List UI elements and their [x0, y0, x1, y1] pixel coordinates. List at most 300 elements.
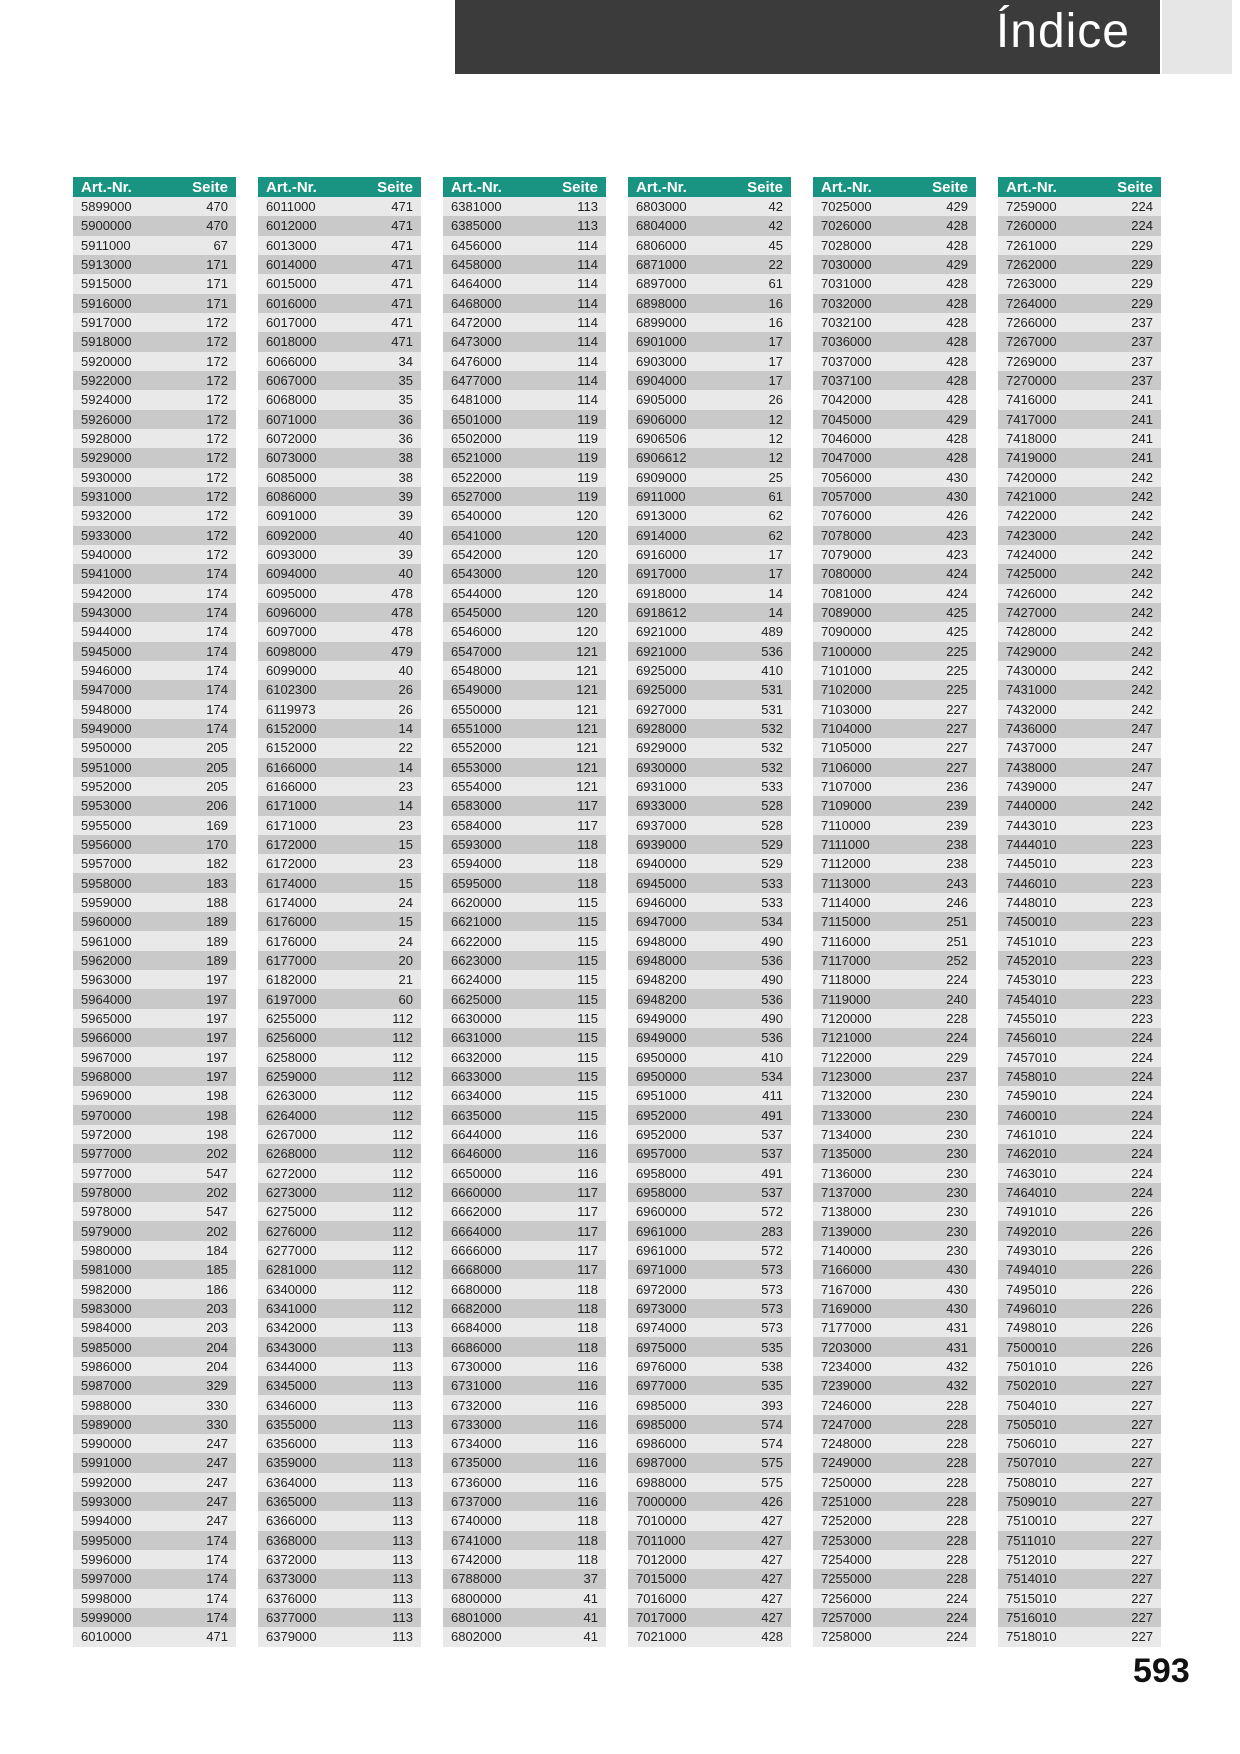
table-row	[258, 1028, 421, 1047]
table-row	[628, 1569, 791, 1588]
seite-cell: 538	[761, 1358, 783, 1374]
seite-cell: 203	[206, 1320, 228, 1336]
seite-cell: 113	[392, 1571, 413, 1587]
art-nr-cell: 7267000	[1006, 334, 1057, 350]
seite-cell: 535	[761, 1378, 783, 1394]
table-row	[813, 371, 976, 390]
art-nr-cell: 6594000	[451, 856, 502, 872]
seite-cell: 36	[398, 411, 413, 427]
index-column-3	[443, 177, 606, 1647]
art-nr-cell: 7429000	[1006, 643, 1057, 659]
art-nr-cell: 6545000	[451, 605, 502, 621]
table-row	[258, 1279, 421, 1298]
art-nr-cell: 6527000	[451, 489, 502, 505]
table-row	[258, 970, 421, 989]
art-nr-cell: 6258000	[266, 1049, 317, 1065]
table-row	[628, 1511, 791, 1530]
table-row	[628, 642, 791, 661]
seite-cell: 227	[1131, 1552, 1153, 1568]
table-row	[443, 873, 606, 892]
art-nr-cell: 7133000	[821, 1107, 872, 1123]
table-row	[813, 758, 976, 777]
art-nr-cell: 5999000	[81, 1610, 132, 1626]
seite-cell: 247	[206, 1494, 228, 1510]
seite-cell: 116	[577, 1358, 598, 1374]
seite-cell: 115	[577, 952, 598, 968]
seite-cell: 114	[577, 257, 598, 273]
art-nr-cell: 6736000	[451, 1474, 502, 1490]
table-row	[998, 873, 1161, 892]
seite-cell: 40	[398, 527, 413, 543]
table-row	[628, 352, 791, 371]
table-row	[998, 236, 1161, 255]
table-row	[443, 294, 606, 313]
art-nr-cell: 5960000	[81, 914, 132, 930]
art-nr-cell: 6477000	[451, 373, 502, 389]
table-row	[443, 1241, 606, 1260]
table-row	[628, 1627, 791, 1646]
seite-cell: 226	[1131, 1281, 1153, 1297]
art-nr-cell: 6940000	[636, 856, 687, 872]
table-row	[813, 989, 976, 1008]
table-row	[998, 216, 1161, 235]
seite-cell: 171	[206, 257, 228, 273]
art-nr-cell: 6985000	[636, 1416, 687, 1432]
seite-cell: 202	[206, 1146, 228, 1162]
table-row	[73, 700, 236, 719]
art-nr-cell: 6501000	[451, 411, 502, 427]
art-nr-cell: 7081000	[821, 585, 872, 601]
art-nr-cell: 7432000	[1006, 701, 1057, 717]
art-nr-cell: 5992000	[81, 1474, 132, 1490]
art-nr-cell: 6631000	[451, 1030, 502, 1046]
art-nr-cell: 7494010	[1006, 1262, 1057, 1278]
art-nr-cell: 6014000	[266, 257, 317, 273]
art-nr-cell: 6343000	[266, 1339, 317, 1355]
table-row	[443, 410, 606, 429]
art-nr-cell: 6174000	[266, 894, 317, 910]
seite-cell: 112	[392, 1300, 413, 1316]
seite-cell: 575	[761, 1455, 783, 1471]
art-nr-cell: 6664000	[451, 1223, 502, 1239]
seite-cell: 34	[398, 353, 413, 369]
table-row	[73, 1357, 236, 1376]
art-nr-cell: 6952000	[636, 1126, 687, 1142]
table-row	[73, 796, 236, 815]
art-nr-cell: 6917000	[636, 566, 687, 582]
table-row	[443, 661, 606, 680]
art-nr-cell: 6806000	[636, 237, 687, 253]
seite-cell: 172	[206, 469, 228, 485]
art-nr-cell: 5900000	[81, 218, 132, 234]
table-row	[628, 700, 791, 719]
table-row	[998, 1589, 1161, 1608]
table-row	[628, 738, 791, 757]
seite-cell: 228	[946, 1532, 968, 1548]
table-row	[813, 448, 976, 467]
seite-cell: 41	[583, 1590, 598, 1606]
table-row	[73, 1105, 236, 1124]
table-row	[628, 429, 791, 448]
art-nr-cell: 7028000	[821, 237, 872, 253]
seite-cell: 242	[1131, 566, 1153, 582]
seite-cell: 117	[577, 1223, 598, 1239]
seite-cell: 197	[206, 1030, 228, 1046]
seite-cell: 17	[768, 373, 783, 389]
seite-cell: 479	[391, 643, 413, 659]
seite-cell: 115	[577, 894, 598, 910]
table-row	[443, 796, 606, 815]
table-row	[258, 1531, 421, 1550]
seite-cell: 205	[206, 779, 228, 794]
table-row	[73, 912, 236, 931]
seite-cell: 573	[761, 1281, 783, 1297]
seite-cell: 430	[946, 1281, 968, 1297]
header-tab	[1162, 0, 1232, 74]
seite-cell: 573	[761, 1262, 783, 1278]
table-row	[813, 1260, 976, 1279]
table-row	[628, 1318, 791, 1337]
table-row	[73, 719, 236, 738]
art-nr-cell: 7047000	[821, 450, 872, 466]
seite-cell: 224	[1131, 1184, 1153, 1200]
seite-cell: 247	[1131, 779, 1153, 794]
table-row	[258, 1086, 421, 1105]
art-nr-cell: 6958000	[636, 1184, 687, 1200]
art-nr-cell: 6951000	[636, 1088, 687, 1104]
table-row	[998, 1241, 1161, 1260]
seite-cell: 547	[206, 1204, 228, 1220]
art-nr-cell: 6550000	[451, 701, 502, 717]
seite-cell: 172	[206, 527, 228, 543]
table-row	[258, 487, 421, 506]
table-row	[998, 1047, 1161, 1066]
table-row	[73, 371, 236, 390]
art-nr-cell: 6625000	[451, 991, 502, 1007]
table-row	[443, 758, 606, 777]
art-nr-cell: 7177000	[821, 1320, 872, 1336]
art-nr-cell: 6015000	[266, 276, 317, 292]
seite-cell: 113	[392, 1436, 413, 1452]
table-row	[813, 1202, 976, 1221]
table-row	[628, 274, 791, 293]
seite-cell: 228	[946, 1455, 968, 1471]
art-nr-cell: 7456010	[1006, 1030, 1057, 1046]
art-nr-cell: 6011000	[266, 199, 316, 215]
table-row	[258, 893, 421, 912]
art-nr-cell: 6621000	[451, 914, 502, 930]
art-nr-cell: 6381000	[451, 199, 502, 215]
art-nr-cell: 7459010	[1006, 1088, 1057, 1104]
table-row	[258, 313, 421, 332]
table-row	[998, 390, 1161, 409]
seite-cell: 112	[392, 1146, 413, 1162]
seite-header: Seite	[1117, 178, 1153, 196]
art-nr-cell: 6176000	[266, 914, 317, 930]
table-row	[73, 603, 236, 622]
table-row	[73, 661, 236, 680]
table-row	[443, 584, 606, 603]
seite-cell: 205	[206, 759, 228, 775]
art-nr-cell: 6379000	[266, 1629, 317, 1645]
seite-cell: 529	[761, 836, 783, 852]
table-row	[73, 564, 236, 583]
table-row	[813, 796, 976, 815]
table-row	[628, 1279, 791, 1298]
art-nr-cell: 7516010	[1006, 1610, 1057, 1626]
art-nr-cell: 6066000	[266, 353, 317, 369]
table-row	[73, 1009, 236, 1028]
table-row	[813, 700, 976, 719]
table-row	[258, 390, 421, 409]
table-row	[443, 429, 606, 448]
art-nr-cell: 7258000	[821, 1629, 872, 1645]
table-row	[813, 931, 976, 950]
art-nr-cell: 6734000	[451, 1436, 502, 1452]
art-nr-cell: 7430000	[1006, 663, 1057, 679]
table-row	[258, 854, 421, 873]
seite-cell: 535	[761, 1339, 783, 1355]
seite-cell: 118	[577, 1513, 598, 1529]
seite-cell: 22	[768, 257, 783, 273]
art-nr-header: Art.-Nr.	[1006, 178, 1057, 196]
table-row	[73, 816, 236, 835]
art-nr-cell: 7423000	[1006, 527, 1057, 543]
art-nr-cell: 6256000	[266, 1030, 317, 1046]
table-row	[73, 487, 236, 506]
art-nr-cell: 7262000	[1006, 257, 1057, 273]
seite-cell: 227	[1131, 1571, 1153, 1587]
art-nr-cell: 6737000	[451, 1494, 502, 1510]
seite-cell: 471	[391, 257, 413, 273]
seite-cell: 112	[392, 1088, 413, 1104]
table-row	[628, 680, 791, 699]
seite-cell: 36	[398, 431, 413, 447]
table-row	[998, 719, 1161, 738]
art-nr-cell: 7114000	[821, 894, 871, 910]
art-nr-cell: 7111000	[821, 836, 870, 852]
seite-header: Seite	[747, 178, 783, 196]
table-row	[813, 410, 976, 429]
seite-cell: 223	[1131, 914, 1153, 930]
seite-cell: 24	[398, 933, 413, 949]
seite-cell: 430	[946, 1262, 968, 1278]
table-row	[813, 506, 976, 525]
art-nr-cell: 6906000	[636, 411, 687, 427]
seite-cell: 23	[398, 817, 413, 833]
seite-cell: 230	[946, 1126, 968, 1142]
seite-cell: 247	[206, 1474, 228, 1490]
art-nr-cell: 6960000	[636, 1204, 687, 1220]
seite-cell: 40	[398, 663, 413, 679]
table-row	[73, 1221, 236, 1240]
table-row	[813, 1337, 976, 1356]
seite-cell: 121	[576, 721, 598, 737]
seite-cell: 227	[1131, 1532, 1153, 1548]
table-row	[813, 738, 976, 757]
table-row	[998, 1357, 1161, 1376]
seite-cell: 112	[392, 1262, 413, 1278]
seite-header: Seite	[932, 178, 968, 196]
art-nr-cell: 7426000	[1006, 585, 1057, 601]
seite-cell: 174	[206, 721, 228, 737]
table-row	[258, 931, 421, 950]
seite-cell: 113	[392, 1610, 413, 1626]
seite-cell: 121	[576, 759, 598, 775]
seite-cell: 228	[946, 1436, 968, 1452]
table-row	[443, 1608, 606, 1627]
table-row	[628, 236, 791, 255]
art-nr-cell: 7036000	[821, 334, 872, 350]
art-nr-cell: 6073000	[266, 450, 317, 466]
art-nr-cell: 6553000	[451, 759, 502, 775]
seite-cell: 247	[1131, 721, 1153, 737]
seite-cell: 117	[577, 1242, 598, 1258]
table-row	[73, 1163, 236, 1182]
seite-cell: 112	[392, 1107, 413, 1123]
art-nr-cell: 5917000	[81, 315, 132, 331]
seite-cell: 118	[577, 875, 598, 891]
table-row	[258, 506, 421, 525]
seite-cell: 224	[1131, 1088, 1153, 1104]
art-nr-cell: 6901000	[636, 334, 687, 350]
table-row	[998, 1067, 1161, 1086]
table-row	[998, 1163, 1161, 1182]
table-row	[813, 893, 976, 912]
seite-cell: 112	[392, 1068, 413, 1084]
art-nr-cell: 7140000	[821, 1242, 872, 1258]
art-nr-cell: 6624000	[451, 972, 502, 988]
art-nr-cell: 6355000	[266, 1416, 317, 1432]
table-row	[443, 1125, 606, 1144]
seite-cell: 239	[946, 798, 968, 814]
table-row	[73, 1144, 236, 1163]
table-row	[258, 1337, 421, 1356]
seite-cell: 45	[768, 237, 783, 253]
table-row	[73, 332, 236, 351]
table-row	[443, 680, 606, 699]
table-row	[73, 545, 236, 564]
table-row	[258, 622, 421, 641]
table-row	[73, 1453, 236, 1472]
table-row	[998, 931, 1161, 950]
table-row	[813, 873, 976, 892]
seite-cell: 174	[206, 1571, 228, 1587]
seite-cell: 172	[206, 489, 228, 505]
art-nr-cell: 7250000	[821, 1474, 872, 1490]
seite-cell: 537	[761, 1184, 783, 1200]
column-header	[443, 177, 606, 197]
table-row	[443, 506, 606, 525]
seite-cell: 243	[946, 875, 968, 891]
art-nr-cell: 6376000	[266, 1590, 317, 1606]
seite-cell: 242	[1131, 508, 1153, 524]
seite-cell: 15	[398, 836, 413, 852]
art-nr-cell: 6918000	[636, 585, 687, 601]
art-nr-cell: 6635000	[451, 1107, 502, 1123]
table-row	[73, 1531, 236, 1550]
art-nr-cell: 5922000	[81, 373, 132, 389]
art-nr-cell: 5959000	[81, 894, 132, 910]
seite-cell: 224	[1131, 1165, 1153, 1181]
table-row	[443, 216, 606, 235]
table-row	[813, 1589, 976, 1608]
art-nr-cell: 7105000	[821, 740, 872, 756]
seite-cell: 197	[206, 1010, 228, 1026]
table-row	[998, 1376, 1161, 1395]
seite-cell: 478	[391, 585, 413, 601]
art-nr-cell: 7454010	[1006, 991, 1057, 1007]
art-nr-cell: 7234000	[821, 1358, 872, 1374]
art-nr-cell: 6804000	[636, 218, 687, 234]
table-row	[813, 1047, 976, 1066]
seite-cell: 203	[206, 1300, 228, 1316]
art-nr-cell: 6632000	[451, 1049, 502, 1065]
seite-cell: 112	[392, 1184, 413, 1200]
table-row	[258, 1221, 421, 1240]
table-row	[73, 506, 236, 525]
art-nr-cell: 5942000	[81, 585, 132, 601]
table-row	[628, 951, 791, 970]
table-row	[258, 564, 421, 583]
table-row	[258, 526, 421, 545]
art-nr-cell: 7260000	[1006, 218, 1057, 234]
table-row	[628, 1376, 791, 1395]
art-nr-cell: 6176000	[266, 933, 317, 949]
seite-cell: 471	[391, 218, 413, 234]
table-row	[998, 1260, 1161, 1279]
art-nr-cell: 6925000	[636, 663, 687, 679]
art-nr-cell: 6366000	[266, 1513, 317, 1529]
seite-cell: 227	[1131, 1397, 1153, 1413]
art-nr-cell: 6788000	[451, 1571, 502, 1587]
seite-cell: 198	[206, 1107, 228, 1123]
art-nr-cell: 7239000	[821, 1378, 872, 1394]
art-nr-cell: 6521000	[451, 450, 502, 466]
seite-cell: 242	[1131, 605, 1153, 621]
seite-cell: 113	[392, 1416, 413, 1432]
art-nr-cell: 6974000	[636, 1320, 687, 1336]
art-nr-cell: 7102000	[821, 682, 872, 698]
seite-cell: 113	[392, 1590, 413, 1606]
art-nr-cell: 6468000	[451, 295, 502, 311]
art-nr-cell: 6918612	[636, 605, 687, 621]
seite-cell: 118	[577, 836, 598, 852]
table-row	[628, 216, 791, 235]
art-nr-cell: 5980000	[81, 1242, 132, 1258]
art-nr-cell: 6364000	[266, 1474, 317, 1490]
table-row	[73, 758, 236, 777]
seite-cell: 172	[206, 431, 228, 447]
table-row	[73, 777, 236, 796]
art-nr-cell: 5997000	[81, 1571, 132, 1587]
seite-cell: 172	[206, 508, 228, 524]
art-nr-cell: 5928000	[81, 431, 132, 447]
art-nr-cell: 5899000	[81, 199, 132, 215]
table-row	[443, 1105, 606, 1124]
table-row	[443, 1511, 606, 1530]
seite-cell: 116	[577, 1494, 598, 1510]
art-nr-cell: 6458000	[451, 257, 502, 273]
seite-cell: 429	[946, 411, 968, 427]
seite-cell: 251	[946, 914, 968, 930]
table-row	[443, 738, 606, 757]
column-header	[813, 177, 976, 197]
art-nr-cell: 7031000	[821, 276, 872, 292]
seite-cell: 120	[576, 585, 598, 601]
table-row	[628, 255, 791, 274]
seite-cell: 242	[1131, 643, 1153, 659]
